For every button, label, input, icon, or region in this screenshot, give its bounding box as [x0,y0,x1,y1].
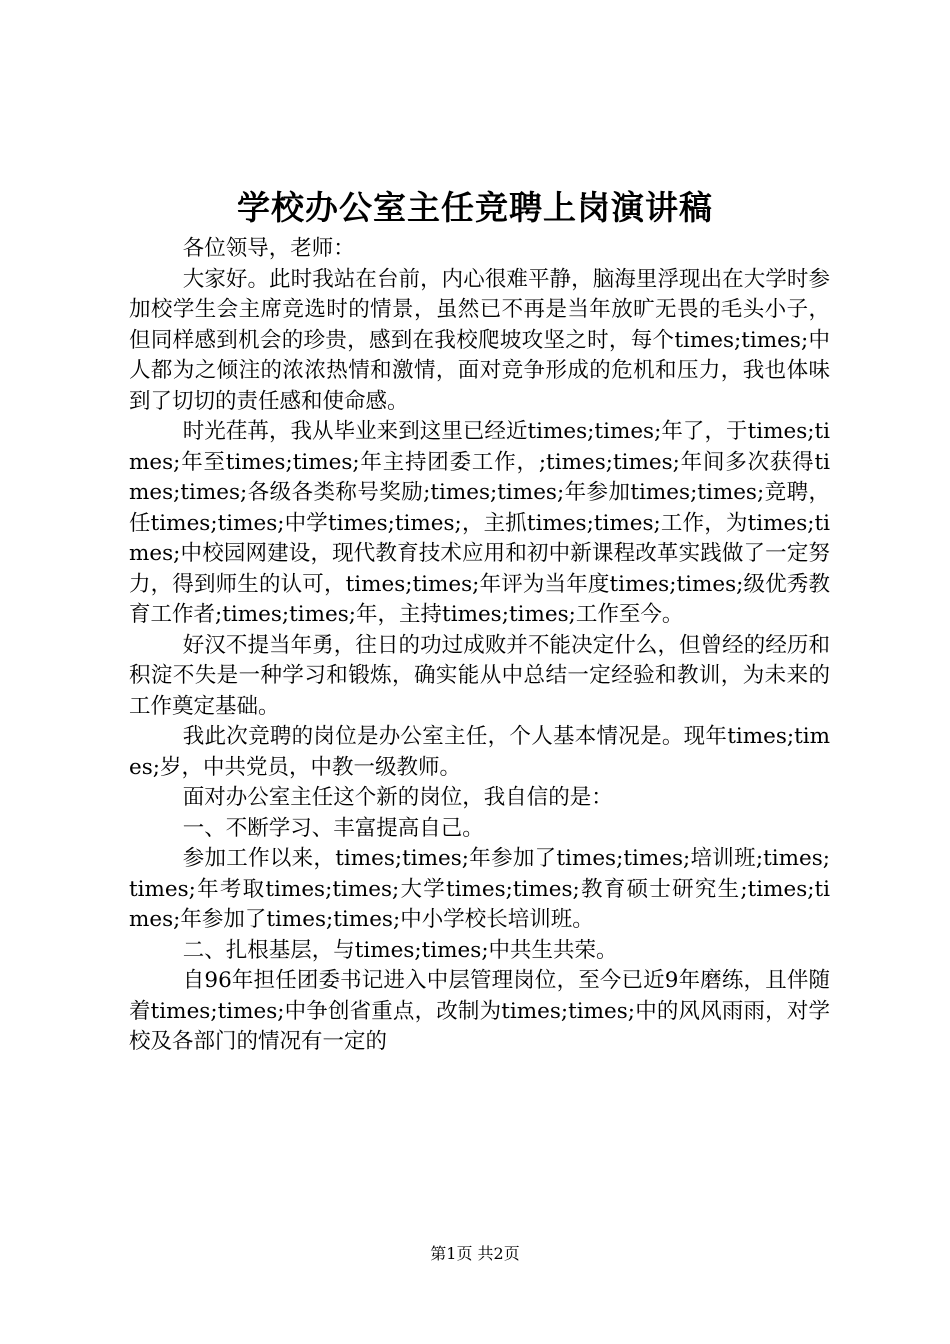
paragraph-salutation: 各位领导，老师： [182,236,355,261]
paragraph: 自96年担任团委书记进入中层管理岗位，至今已近9年磨练，且伴随着times;times;中争创省重点，改制为times;times;中的风风雨雨，对学校及各部门的情况有一定的 [129,968,830,1054]
paragraph: 面对办公室主任这个新的岗位，我自信的是： [182,785,613,810]
document-body [129,234,830,1058]
paragraph: 大家好。此时我站在台前，内心很难平静，脑海里浮现出在大学时参加校学生会主席竞选时的情景，虽然已不再是当年放旷无畏的毛头小子，但同样感到机会的珍贵，感到在我校爬坡攻坚之时，每个times;times;中人都为之倾注的浓浓热情和激情，面对竞争形成的危机和压力，我也体味到了切切的责任感和使命感。 [129,266,830,414]
page-footer: 第1页 共2页 [430,1244,520,1263]
paragraph: 参加工作以来，times;times;年参加了times;times;培训班;times;times;年考取times;times;大学times;times;教育硕士研究生;times;times;年参加了times;times;中小学校长培训班。 [129,846,830,932]
paragraph: 好汉不提当年勇，往日的功过成败并不能决定什么，但曾经的经历和积淀不失是一种学习和锻炼，确实能从中总结一定经验和教训，为未来的工作奠定基础。 [129,632,830,719]
document-title: 学校办公室主任竞聘上岗演讲稿 [237,188,713,227]
paragraph: 我此次竞聘的岗位是办公室主任，个人基本情况是。现年times;times;岁，中共党员，中教一级教师。 [129,724,830,780]
section-heading: 二、扎根基层，与times;times;中共生共荣。 [182,937,618,963]
paragraph: 时光荏苒，我从毕业来到这里已经近times;times;年了，于times;times;年至times;times;年主持团委工作，;times;times;年间多次获得times;times;各级各类称号奖励;times;times;年参加times;times;竞聘，任times;times;中学times;times;，主抓times;times;工作，为times;times;中校园网建设，现代教育技术应用和初中新课程改革实践做了一定努力，得到师生的认可，times;times;年评为当年度times;times;级优秀教育工作者;times;times;年，主持times;times;工作至今。 [129,419,830,627]
section-heading: 一、不断学习、丰富提高自己。 [182,815,484,841]
